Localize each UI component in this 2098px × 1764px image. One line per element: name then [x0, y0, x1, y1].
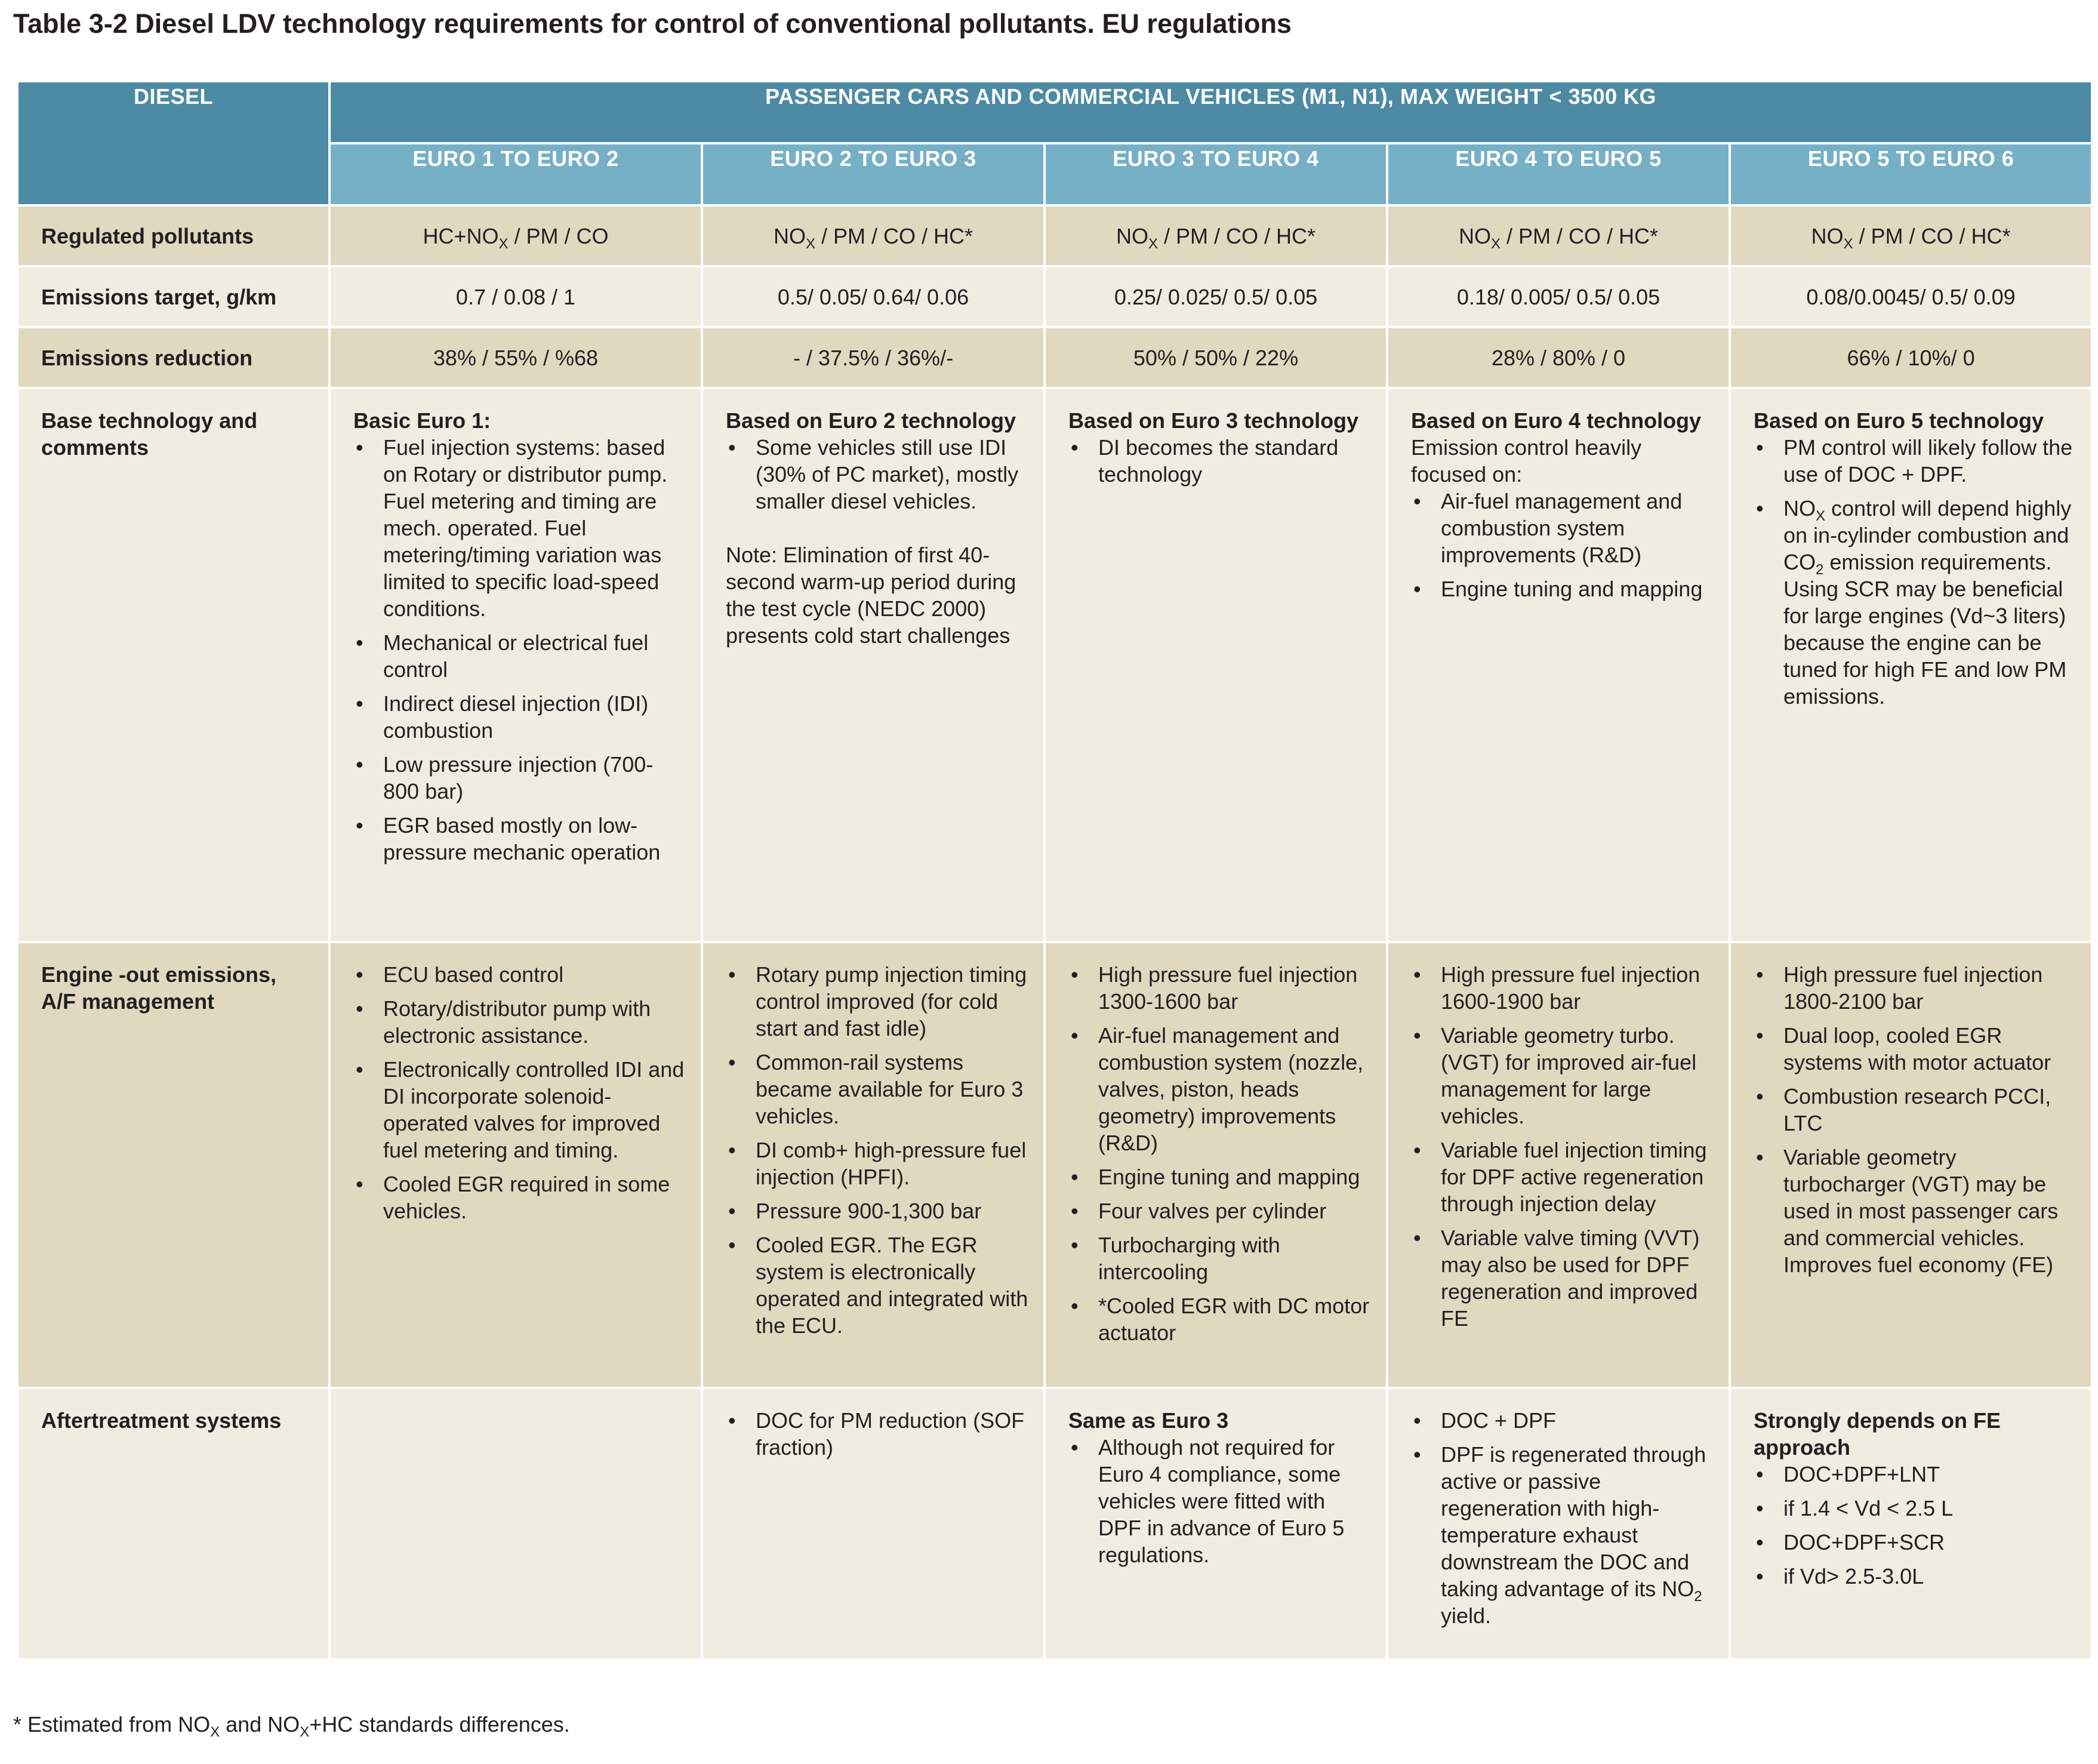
pollutants-text: NO	[773, 223, 806, 248]
footnote-text: and NO	[220, 1712, 300, 1737]
bullet-list	[1754, 1461, 2078, 1590]
pollutants-cell	[1045, 205, 1387, 266]
cell-heading: Basic Euro 1:	[353, 408, 491, 433]
reduction-cell: - / 37.5% / 36%/-	[702, 327, 1045, 388]
list-item: • High pressure fuel injection 1300-1600 bar	[1068, 961, 1373, 1015]
target-cell: 0.7 / 0.08 / 1	[329, 266, 702, 327]
bullet-list	[1068, 434, 1373, 488]
list-item: • ECU based control	[353, 961, 688, 988]
engine-cell-euro2-euro3	[702, 942, 1045, 1388]
list-item: • Variable geometry turbo. (VGT) for improved air-fuel management for large vehicles.	[1411, 1022, 1715, 1129]
list-text: emission requirements. Using SCR may be beneficial for large engines (Vd~3 liters) because the engine can be tuned for high FE and low PM emissions.	[1783, 550, 2067, 709]
subscript: X	[1816, 508, 1826, 524]
row-label-regulated-pollutants: Regulated pollutants	[17, 205, 329, 266]
footnote-text: * Estimated from NO	[13, 1712, 211, 1737]
row-label-aftertreatment: Aftertreatment systems	[17, 1388, 329, 1660]
list-text: yield.	[1441, 1603, 1492, 1628]
list-item: • DOC+DPF+SCR	[1754, 1529, 2078, 1556]
after-cell-euro1-euro2	[329, 1388, 702, 1660]
pollutants-text: / PM / CO / HC*	[815, 223, 973, 248]
row-label-line: Engine -out emissions,	[41, 962, 277, 987]
list-item: • DOC for PM reduction (SOF fraction)	[726, 1407, 1030, 1461]
base-cell-euro1-euro2	[329, 388, 702, 942]
pollutants-text: / PM / CO	[508, 223, 609, 248]
reduction-cell: 38% / 55% / %68	[329, 327, 702, 388]
after-cell-euro4-euro5	[1387, 1388, 1730, 1660]
list-item: • Electronically controlled IDI and DI incorporate solenoid-operated valves for improved fuel metering and timing.	[353, 1056, 688, 1163]
pollutants-cell	[1387, 205, 1730, 266]
list-item: • Turbocharging with intercooling	[1068, 1232, 1373, 1285]
list-item: • High pressure fuel injection 1800-2100 bar	[1754, 961, 2078, 1015]
table-row-emissions-reduction	[17, 327, 2092, 388]
list-text: NO	[1783, 496, 1816, 521]
list-item	[1411, 1441, 1715, 1629]
base-cell-euro3-euro4	[1045, 388, 1387, 942]
pollutants-cell	[329, 205, 702, 266]
pollutants-text: / PM / CO / HC*	[1853, 223, 2011, 248]
stage-header-euro5-euro6: EURO 5 TO EURO 6	[1730, 143, 2092, 205]
list-item: • High pressure fuel injection 1600-1900 bar	[1411, 961, 1715, 1015]
engine-cell-euro5-euro6	[1730, 942, 2092, 1388]
row-label-line: A/F management	[41, 989, 215, 1014]
subscript: X	[1490, 235, 1501, 252]
vehicle-group-header: PASSENGER CARS AND COMMERCIAL VEHICLES (M1, N1), MAX WEIGHT < 3500 KG	[329, 81, 2092, 143]
list-item: • Mechanical or electrical fuel control	[353, 629, 688, 683]
target-cell: 0.25/ 0.025/ 0.5/ 0.05	[1045, 266, 1387, 327]
subscript: X	[1148, 235, 1158, 252]
list-item: • Engine tuning and mapping	[1411, 575, 1715, 602]
list-item: • Variable fuel injection timing for DPF active regeneration through injection delay	[1411, 1137, 1715, 1217]
cell-heading: Based on Euro 2 technology	[726, 408, 1016, 433]
stage-header-euro2-euro3: EURO 2 TO EURO 3	[702, 143, 1045, 205]
diesel-header: DIESEL	[17, 81, 329, 205]
list-item: • if Vd> 2.5-3.0L	[1754, 1563, 2078, 1590]
stage-header-euro1-euro2: EURO 1 TO EURO 2	[329, 143, 702, 205]
pollutants-cell	[702, 205, 1045, 266]
row-label-base-technology	[17, 388, 329, 942]
pollutants-text: / PM / CO / HC*	[1500, 223, 1659, 248]
row-label-emissions-reduction: Emissions reduction	[17, 327, 329, 388]
list-item: • if 1.4 < Vd < 2.5 L	[1754, 1495, 2078, 1522]
list-item: • Air-fuel management and combustion system (nozzle, valves, piston, heads geometry) improvements (R&D)	[1068, 1022, 1373, 1156]
list-item: • Combustion research PCCI, LTC	[1754, 1083, 2078, 1137]
subscript: 2	[1816, 562, 1824, 578]
bullet-list	[1068, 1434, 1373, 1568]
list-item: • *Cooled EGR with DC motor actuator	[1068, 1292, 1373, 1346]
bullet-list	[353, 434, 688, 866]
cell-heading: Based on Euro 5 technology	[1754, 408, 2044, 433]
target-cell: 0.5/ 0.05/ 0.64/ 0.06	[702, 266, 1045, 327]
table-row-engine-out	[17, 942, 2092, 1388]
cell-heading: Same as Euro 3	[1068, 1408, 1229, 1433]
stage-header-euro4-euro5: EURO 4 TO EURO 5	[1387, 143, 1730, 205]
pollutants-text: NO	[1116, 223, 1148, 248]
list-item: • Dual loop, cooled EGR systems with motor actuator	[1754, 1022, 2078, 1076]
subscript: X	[210, 1724, 220, 1740]
list-item: • Cooled EGR required in some vehicles.	[353, 1171, 688, 1224]
bullet-list	[353, 961, 688, 1224]
subscript: X	[498, 235, 509, 252]
list-item: • Variable valve timing (VVT) may also be used for DPF regeneration and improved FE	[1411, 1224, 1715, 1332]
table-title: Table 3-2 Diesel LDV technology requirements for control of conventional pollutants. EU regulations	[13, 8, 1292, 39]
pollutants-text: / PM / CO / HC*	[1157, 223, 1316, 248]
table-row-base-technology	[17, 388, 2092, 942]
bullet-list	[1411, 488, 1715, 602]
reduction-cell: 66% / 10%/ 0	[1730, 327, 2092, 388]
engine-cell-euro3-euro4	[1045, 942, 1387, 1388]
list-item: • Fuel injection systems: based on Rotary or distributor pump. Fuel metering and timing are mech. operated. Fuel metering/timing variation was limited to specific load-speed conditions.	[353, 434, 688, 622]
target-cell: 0.18/ 0.005/ 0.5/ 0.05	[1387, 266, 1730, 327]
list-item: • EGR based mostly on low-pressure mechanic operation	[353, 812, 688, 866]
cell-note: Note: Elimination of first 40-second warm-up period during the test cycle (NEDC 2000) presents cold start challenges	[726, 543, 1016, 648]
list-item: • Variable geometry turbocharger (VGT) may be used in most passenger cars and commercial vehicles. Improves fuel economy (FE)	[1754, 1144, 2078, 1278]
list-item: • Although not required for Euro 4 compliance, some vehicles were fitted with DPF in advance of Euro 5 regulations.	[1068, 1434, 1373, 1568]
bullet-list	[1068, 961, 1373, 1346]
list-item: • DOC+DPF+LNT	[1754, 1461, 2078, 1488]
base-cell-euro5-euro6	[1730, 388, 2092, 942]
bullet-list	[726, 1407, 1030, 1461]
list-item: • Four valves per cylinder	[1068, 1197, 1373, 1224]
row-label-engine-out	[17, 942, 329, 1388]
bullet-list	[1411, 1407, 1715, 1629]
bullet-list	[1411, 961, 1715, 1332]
table-row-emissions-target	[17, 266, 2092, 327]
list-item: • Rotary/distributor pump with electronic assistance.	[353, 995, 688, 1049]
footnote	[13, 1712, 570, 1740]
list-item: • Some vehicles still use IDI (30% of PC market), mostly smaller diesel vehicles.	[726, 434, 1030, 515]
list-item: • Indirect diesel injection (IDI) combustion	[353, 690, 688, 744]
subscript: X	[300, 1724, 310, 1740]
list-item: • Cooled EGR. The EGR system is electronically operated and integrated with the ECU.	[726, 1232, 1030, 1339]
list-item: • Air-fuel management and combustion system improvements (R&D)	[1411, 488, 1715, 568]
pollutants-cell	[1730, 205, 2092, 266]
after-cell-euro5-euro6	[1730, 1388, 2092, 1660]
cell-intro: Emission control heavily focused on:	[1411, 435, 1642, 487]
table-row-aftertreatment	[17, 1388, 2092, 1660]
pollutants-text: NO	[1811, 223, 1844, 248]
row-label-line: Base technology and	[41, 408, 258, 433]
list-item: • Pressure 900-1,300 bar	[726, 1197, 1030, 1224]
list-item: • PM control will likely follow the use of DOC + DPF.	[1754, 434, 2078, 488]
list-item: • DI becomes the standard technology	[1068, 434, 1373, 488]
list-item: • Common-rail systems became available for Euro 3 vehicles.	[726, 1049, 1030, 1129]
bullet-list	[1754, 961, 2078, 1278]
technology-table	[16, 80, 2093, 1661]
list-item: • Engine tuning and mapping	[1068, 1163, 1373, 1190]
after-cell-euro3-euro4	[1045, 1388, 1387, 1660]
subscript: X	[805, 235, 815, 252]
pollutants-text: NO	[1458, 223, 1491, 248]
list-item: • Low pressure injection (700-800 bar)	[353, 751, 688, 805]
reduction-cell: 50% / 50% / 22%	[1045, 327, 1387, 388]
base-cell-euro4-euro5	[1387, 388, 1730, 942]
reduction-cell: 28% / 80% / 0	[1387, 327, 1730, 388]
row-label-emissions-target: Emissions target, g/km	[17, 266, 329, 327]
target-cell: 0.08/0.0045/ 0.5/ 0.09	[1730, 266, 2092, 327]
cell-heading: Strongly depends on FE approach	[1754, 1408, 2001, 1460]
row-label-line: comments	[41, 435, 149, 460]
engine-cell-euro1-euro2	[329, 942, 702, 1388]
cell-heading: Based on Euro 4 technology	[1411, 408, 1702, 433]
subscript: X	[1843, 235, 1853, 252]
table-row-regulated-pollutants	[17, 205, 2092, 266]
list-text: DPF is regenerated through active or passive regeneration with high-temperature exhaust downstream the DOC and taking advantage of its NO	[1441, 1442, 1706, 1601]
after-cell-euro2-euro3	[702, 1388, 1045, 1660]
bullet-list	[726, 961, 1030, 1339]
footnote-text: +HC standards differences.	[309, 1712, 570, 1737]
bullet-list	[1754, 434, 2078, 710]
pollutants-text: HC+NO	[423, 223, 499, 248]
list-item: • DOC + DPF	[1411, 1407, 1715, 1434]
list-item: • DI comb+ high-pressure fuel injection (HPFI).	[726, 1137, 1030, 1190]
subscript: 2	[1694, 1588, 1702, 1605]
list-text: control will depend highly on in-cylinder combustion and CO	[1783, 496, 2072, 574]
base-cell-euro2-euro3	[702, 388, 1045, 942]
bullet-list	[726, 434, 1030, 515]
engine-cell-euro4-euro5	[1387, 942, 1730, 1388]
list-item: • Rotary pump injection timing control improved (for cold start and fast idle)	[726, 961, 1030, 1042]
stage-header-euro3-euro4: EURO 3 TO EURO 4	[1045, 143, 1387, 205]
cell-heading: Based on Euro 3 technology	[1068, 408, 1359, 433]
list-item	[1754, 495, 2078, 710]
